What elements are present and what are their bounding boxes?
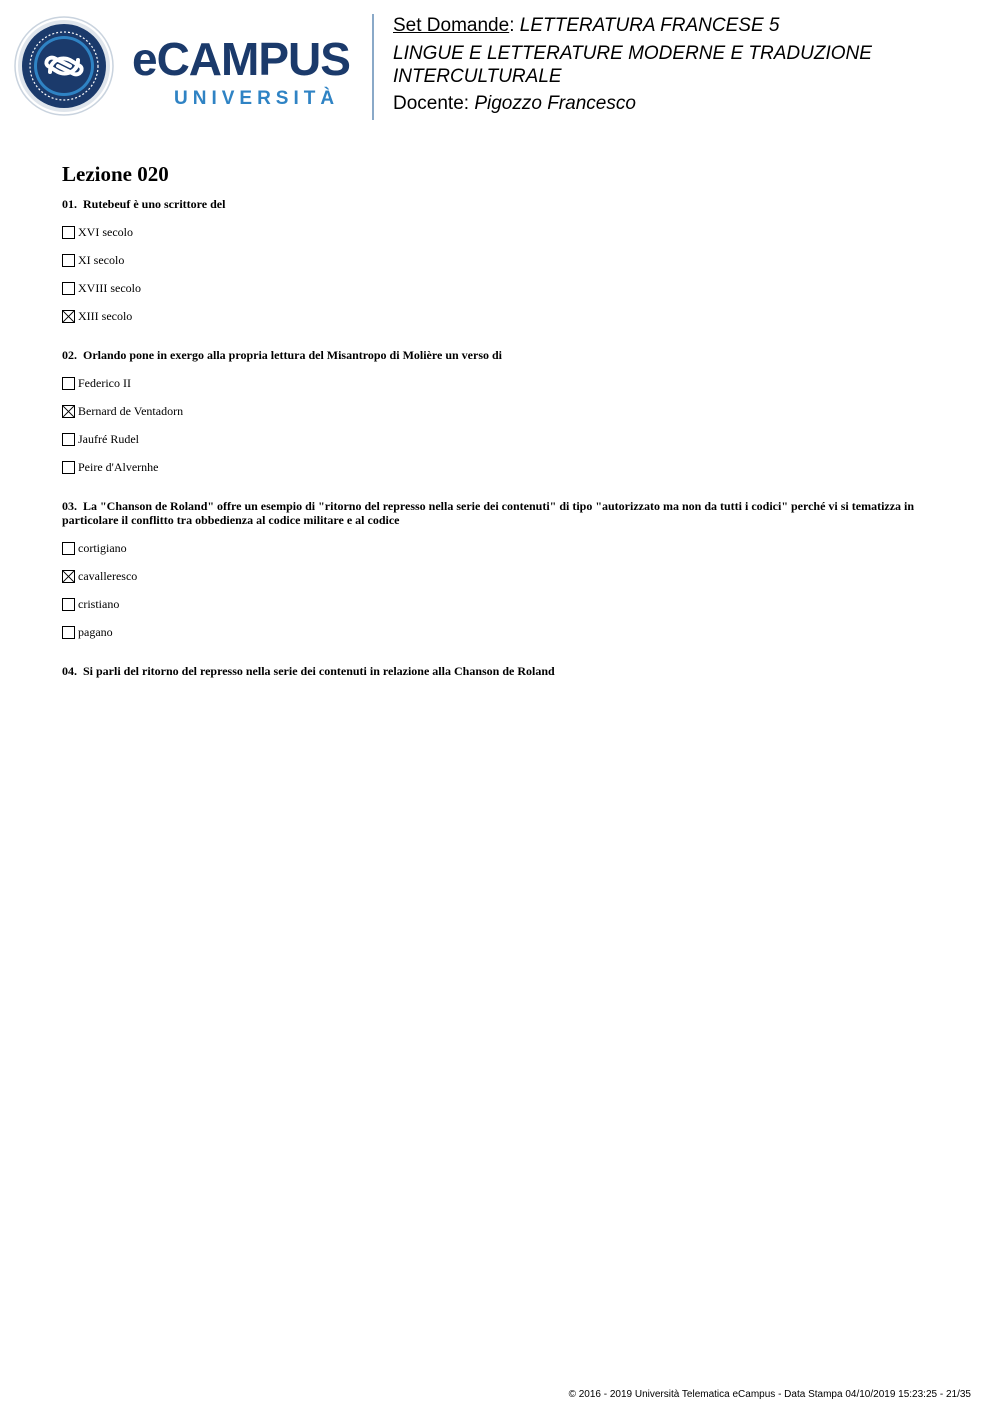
question-number: 03. xyxy=(62,499,77,513)
question-03 xyxy=(62,499,942,646)
question-01 xyxy=(62,197,942,330)
question-prompt: Rutebeuf è uno scrittore del xyxy=(83,197,226,211)
checkbox-empty-icon[interactable] xyxy=(62,433,75,446)
question-number: 04. xyxy=(62,664,77,678)
question-text xyxy=(62,348,942,362)
teacher-label: Docente: xyxy=(393,93,470,114)
question-text xyxy=(62,197,942,211)
answer-option[interactable] xyxy=(62,453,942,481)
option-label: XIII secolo xyxy=(78,308,133,323)
question-set xyxy=(62,160,942,696)
question-number: 01. xyxy=(62,197,77,211)
option-label: pagano xyxy=(78,624,113,639)
option-label: XVI secolo xyxy=(78,224,133,239)
checkbox-checked-icon[interactable] xyxy=(62,570,75,583)
checkbox-empty-icon[interactable] xyxy=(62,226,75,239)
print-footer: © 2016 - 2019 Università Telematica eCampus - Data Stampa 04/10/2019 15:23:25 - 21/35 xyxy=(568,1389,971,1400)
option-label: cristiano xyxy=(78,596,120,611)
answer-option[interactable] xyxy=(62,218,942,246)
course-header xyxy=(393,14,953,115)
answer-option[interactable] xyxy=(62,397,942,425)
checkbox-empty-icon[interactable] xyxy=(62,598,75,611)
question-02 xyxy=(62,348,942,481)
teacher-line xyxy=(393,92,953,115)
course-line xyxy=(393,14,953,37)
option-label: Bernard de Ventadorn xyxy=(78,403,184,418)
question-text xyxy=(62,664,942,678)
answer-option[interactable] xyxy=(62,302,942,330)
question-prompt: La "Chanson de Roland" offre un esempio di "ritorno del represso nella serie dei contenuti" di tipo "autorizzato ma non da tutti i codici" perché vi si tematizza in particolare il conflitto tra obbedienza al codice militare e al codice xyxy=(62,499,915,527)
checkbox-empty-icon[interactable] xyxy=(62,461,75,474)
set-separator: : xyxy=(509,15,515,36)
question-prompt: Orlando pone in exergo alla propria lettura del Misantropo di Molière un verso di xyxy=(83,348,502,362)
question-prompt: Si parli del ritorno del represso nella serie dei contenuti in relazione alla Chanson de Roland xyxy=(83,664,555,678)
option-label: Peire d'Alvernhe xyxy=(78,459,159,474)
answer-option[interactable] xyxy=(62,369,942,397)
answer-option[interactable] xyxy=(62,246,942,274)
answer-option[interactable] xyxy=(62,590,942,618)
answer-option[interactable] xyxy=(62,534,942,562)
checkbox-empty-icon[interactable] xyxy=(62,377,75,390)
checkbox-empty-icon[interactable] xyxy=(62,254,75,267)
answer-option[interactable] xyxy=(62,425,942,453)
teacher-name: Pigozzo Francesco xyxy=(474,93,636,114)
option-label: Jaufré Rudel xyxy=(78,431,139,446)
header-divider xyxy=(372,14,374,120)
lesson-title: Lezione 020 xyxy=(62,162,169,186)
answer-option[interactable] xyxy=(62,562,942,590)
question-number: 02. xyxy=(62,348,77,362)
checkbox-empty-icon[interactable] xyxy=(62,282,75,295)
set-label: Set Domande xyxy=(393,15,510,36)
answer-option[interactable] xyxy=(62,618,942,646)
course-title: LETTERATURA FRANCESE 5 xyxy=(519,15,780,36)
logo-wordmark: eCAMPUS xyxy=(132,33,350,85)
question-text xyxy=(62,499,942,527)
answer-option[interactable] xyxy=(62,274,942,302)
option-label: XVIII secolo xyxy=(78,280,141,295)
university-seal-icon xyxy=(14,16,114,116)
option-label: XI secolo xyxy=(78,252,125,267)
option-label: cortigiano xyxy=(78,540,127,555)
program-title: LINGUE E LETTERATURE MODERNE E TRADUZIONE INTERCULTURALE xyxy=(393,43,872,87)
checkbox-empty-icon[interactable] xyxy=(62,542,75,555)
checkbox-empty-icon[interactable] xyxy=(62,626,75,639)
question-04 xyxy=(62,664,942,678)
logo-subtitle: UNIVERSITÀ xyxy=(174,88,340,109)
checkbox-checked-icon[interactable] xyxy=(62,405,75,418)
option-label: Federico II xyxy=(78,375,131,390)
checkbox-checked-icon[interactable] xyxy=(62,310,75,323)
ecampus-logo xyxy=(14,14,359,118)
option-label: cavalleresco xyxy=(78,568,138,583)
